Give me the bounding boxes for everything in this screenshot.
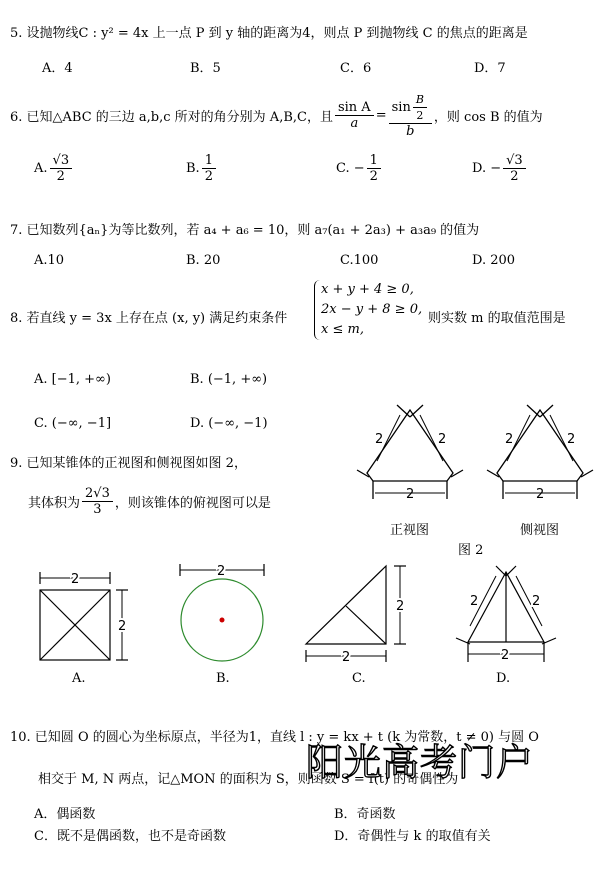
front-view-dim-right: 2	[438, 432, 447, 447]
q9-option-d-dim-right: 2	[532, 594, 541, 609]
q6-prefix: 6. 已知△ABC 的三边 a,b,c 所对的角分别为 A,B,C，且	[10, 110, 333, 125]
q9-option-d-dim-left: 2	[470, 594, 479, 609]
side-view-dim-left: 2	[505, 432, 514, 447]
q6-option-a[interactable]: A. $\frac{√3}{2}$	[34, 153, 74, 184]
q6-option-d[interactable]: D. − $\frac{√3}{2}$	[472, 153, 528, 184]
question-6	[10, 92, 543, 139]
figure-2-label: 图 2	[458, 543, 484, 558]
q10-option-a[interactable]: A．偶函数	[34, 807, 96, 822]
question-8-suffix: 则实数 m 的取值范围是	[428, 311, 566, 326]
q10-option-c[interactable]: C．既不是偶函数，也不是奇函数	[34, 829, 226, 844]
q5-option-b[interactable]: B．5	[190, 61, 221, 76]
q9-option-c-figure	[306, 566, 406, 662]
q9-option-b-center-dot	[220, 618, 225, 623]
q9-option-d[interactable]: D.	[496, 671, 511, 686]
side-view-label: 侧视图	[520, 523, 560, 538]
q6-suffix: ，则 cos B 的值为	[433, 110, 543, 125]
front-view-dim-bottom: 2	[406, 487, 415, 502]
q8-constraint-2: 2x − y + 8 ≥ 0,	[321, 302, 423, 317]
question-10-line-2: 相交于 M, N 两点，记△MON 的面积为 S，则函数 S = f(t) 的奇偶性为	[38, 772, 459, 787]
side-view-dim-bottom: 2	[536, 487, 545, 502]
q6-option-b[interactable]: B. $\frac{1}{2}$	[186, 153, 218, 184]
q7-option-b[interactable]: B. 20	[186, 253, 221, 268]
q9-option-d-dim-bottom: 2	[501, 648, 510, 663]
q6-option-c[interactable]: C. − $\frac{1}{2}$	[336, 153, 383, 184]
question-8-prefix: 8. 若直线 y = 3x 上存在点 (x, y) 满足约束条件	[10, 311, 288, 326]
question-10-line-1: 10. 已知圆 O 的圆心为坐标原点，半径为1，直线 l : y = kx + t (k 为常数，t ≠ 0) 与圆 O	[10, 730, 539, 745]
q7-option-d[interactable]: D. 200	[472, 253, 516, 268]
q9-option-c-dim-right: 2	[396, 599, 405, 614]
q9-option-c-dim-bottom: 2	[342, 650, 351, 665]
front-view-label: 正视图	[390, 523, 430, 538]
q6-fraction-1: $\frac{\text{sin A}}{a}$	[335, 100, 374, 131]
side-view-dim-right: 2	[567, 432, 576, 447]
q6-equals: =	[375, 108, 387, 123]
q10-option-d[interactable]: D．奇偶性与 k 的取值有关	[334, 829, 491, 844]
question-9-line-2: 其体积为 $\frac{2√3}{3}$ ，则该锥体的俯视图可以是	[28, 486, 271, 517]
q9-option-b[interactable]: B.	[216, 671, 230, 686]
q9-option-figures	[30, 558, 590, 668]
q9-option-c[interactable]: C.	[352, 671, 366, 686]
q5-option-a[interactable]: A．4	[42, 61, 73, 76]
q8-constraint-3: x ≤ m,	[321, 322, 364, 337]
front-view-dim-left: 2	[375, 432, 384, 447]
q8-option-c[interactable]: C. (−∞, −1]	[34, 416, 112, 431]
q7-option-c[interactable]: C.100	[340, 253, 379, 268]
question-5: 5. 设抛物线C : y² = 4x 上一点 P 到 y 轴的距离为4，则点 P 到抛物线 C 的焦点的距离是	[10, 26, 528, 41]
q10-option-b[interactable]: B．奇函数	[334, 807, 396, 822]
q9-option-b-dim-top: 2	[217, 564, 226, 579]
q6-fraction-2: sin $\frac{B}{2}$ b	[389, 92, 432, 139]
q8-option-b[interactable]: B. (−1, +∞)	[190, 372, 268, 387]
question-7: 7. 已知数列{aₙ}为等比数列，若 a₄ + a₆ = 10，则 a₇(a₁ + 2a₃) + a₃a₉ 的值为	[10, 223, 480, 238]
question-9-line-1: 9. 已知某锥体的正视图和侧视图如图 2，	[10, 456, 247, 471]
q7-option-a[interactable]: A.10	[34, 253, 65, 268]
q9-option-a-dim-right: 2	[118, 619, 127, 634]
q5-option-d[interactable]: D．7	[474, 61, 506, 76]
watermark-text: 阳光高考门户	[306, 741, 534, 784]
q9-option-a-figure	[40, 572, 128, 660]
q8-constraint-1: x + y + 4 ≥ 0,	[321, 282, 414, 297]
q9-option-a-dim-top: 2	[71, 572, 80, 587]
q8-constraint-system	[314, 280, 422, 340]
q5-option-c[interactable]: C．6	[340, 61, 372, 76]
q8-option-a[interactable]: A. [−1, +∞)	[34, 372, 111, 387]
q8-option-d[interactable]: D. (−∞, −1)	[190, 416, 268, 431]
q9-option-a[interactable]: A.	[72, 671, 86, 686]
